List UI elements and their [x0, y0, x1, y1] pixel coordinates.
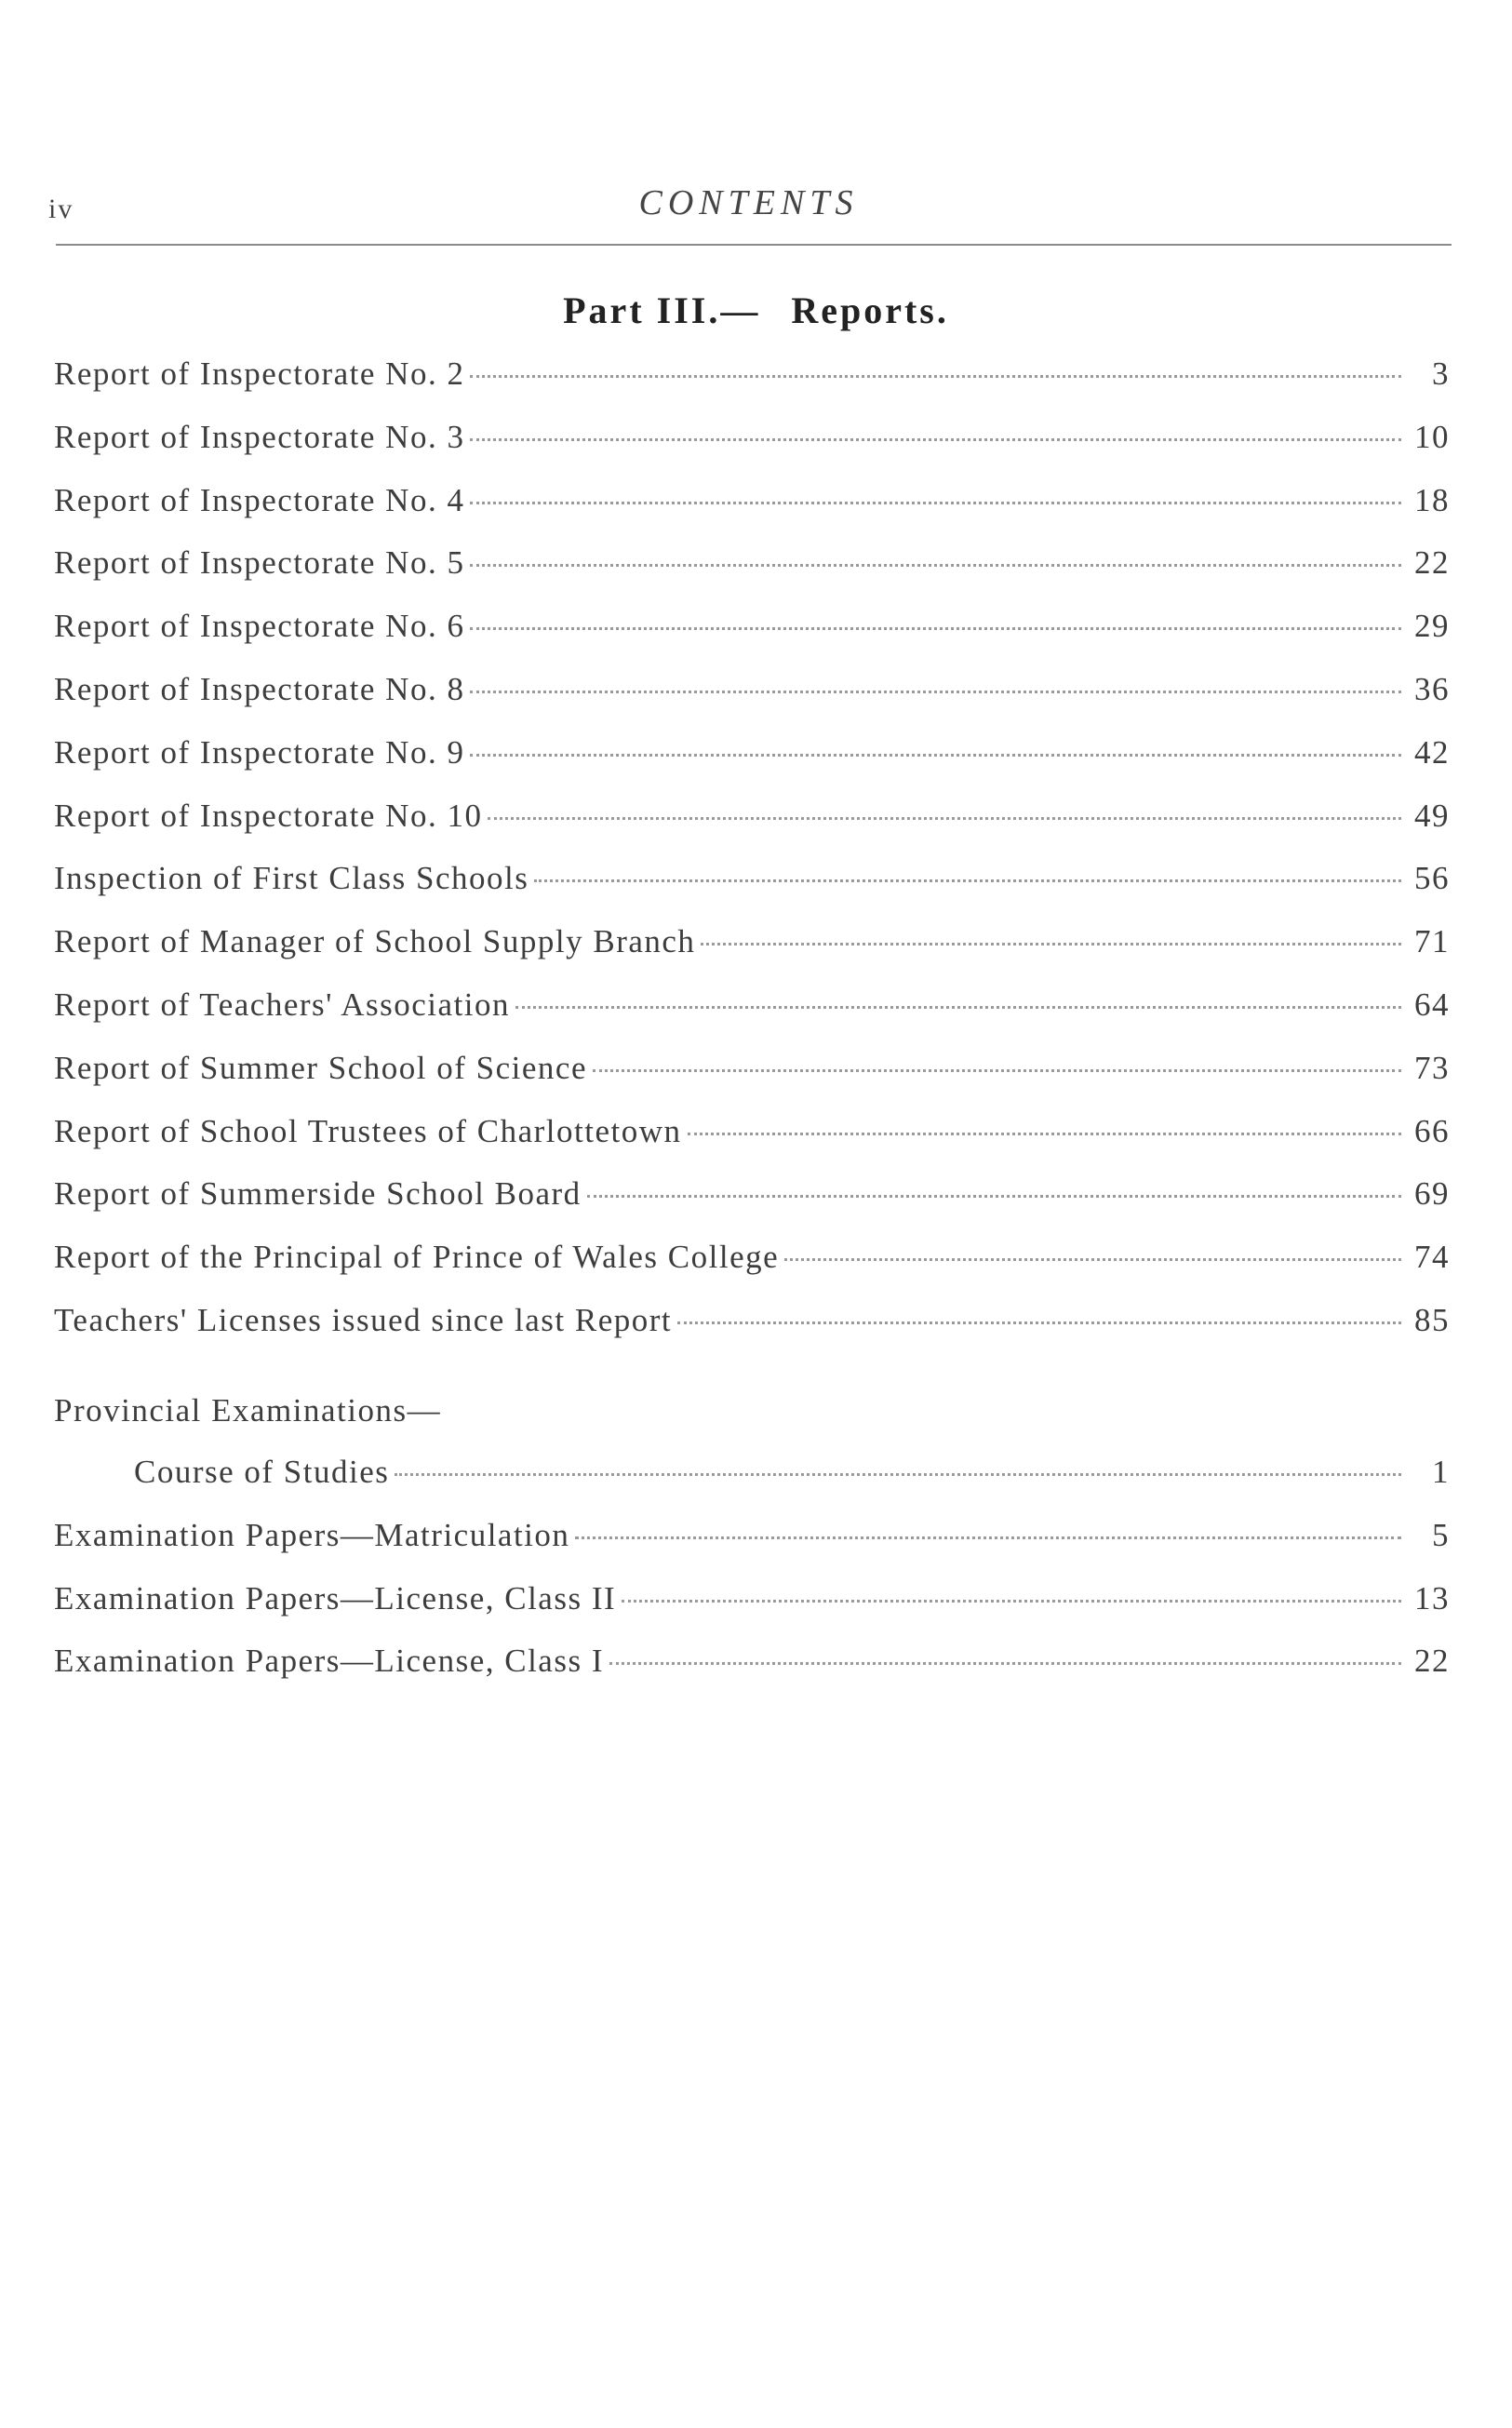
dot-leader	[395, 1473, 1401, 1476]
toc-entry-page: 66	[1414, 1112, 1450, 1149]
provincial-examinations-heading: Provincial Examinations—	[54, 1392, 442, 1429]
toc-entry-title: Report of Inspectorate No. 8	[54, 670, 465, 707]
toc-entry[interactable]	[54, 1239, 1450, 1302]
dot-leader	[622, 1600, 1401, 1603]
dot-leader	[470, 627, 1401, 630]
toc-entry-title: Examination Papers—License, Class I	[54, 1643, 604, 1680]
toc-entry[interactable]	[54, 860, 1450, 923]
dot-leader	[701, 943, 1401, 946]
toc-entry[interactable]	[54, 1580, 1450, 1643]
toc-entry-page: 49	[1414, 797, 1450, 834]
dot-leader	[593, 1069, 1401, 1072]
dot-leader	[515, 1006, 1401, 1009]
dot-leader	[587, 1195, 1401, 1198]
toc-entry-title: Report of Inspectorate No. 3	[54, 418, 465, 455]
dot-leader	[784, 1258, 1401, 1261]
running-head	[48, 182, 1449, 238]
toc-entry-page: 18	[1414, 481, 1450, 518]
toc-entry[interactable]	[54, 1517, 1450, 1580]
toc-entry[interactable]	[54, 671, 1450, 734]
toc-entry-page: 10	[1414, 418, 1450, 455]
page-number: iv	[48, 194, 74, 224]
toc-entry-page: 74	[1414, 1239, 1450, 1276]
dot-leader	[470, 691, 1401, 693]
toc-entry-page: 56	[1414, 860, 1450, 897]
toc-entry-page: 13	[1414, 1579, 1450, 1616]
toc-entry-title: Report of School Trustees of Charlottetown	[54, 1112, 682, 1149]
toc-entry-page: 42	[1414, 733, 1450, 771]
toc-entry-title: Examination Papers—Matriculation	[54, 1516, 570, 1553]
toc-entry[interactable]	[54, 1050, 1450, 1113]
reports-toc	[54, 355, 1450, 1365]
dot-leader	[470, 438, 1401, 441]
toc-entry-page: 3	[1432, 355, 1450, 392]
toc-entry-page: 5	[1432, 1516, 1450, 1553]
dot-leader	[470, 754, 1401, 757]
toc-entry-title: Report of Inspectorate No. 2	[54, 355, 465, 392]
dot-leader	[688, 1133, 1402, 1135]
toc-entry-page: 73	[1414, 1049, 1450, 1086]
toc-entry-title: Inspection of First Class Schools	[54, 860, 529, 897]
part-label: Part III.—	[563, 289, 761, 331]
dot-leader	[575, 1536, 1401, 1539]
toc-entry-page: 85	[1414, 1301, 1450, 1338]
toc-entry-page: 22	[1414, 544, 1450, 582]
toc-entry-title: Course of Studies	[134, 1454, 390, 1490]
toc-entry[interactable]	[54, 734, 1450, 798]
toc-entry-title: Report of Summerside School Board	[54, 1175, 582, 1213]
toc-entry-title: Report of Teachers' Association	[54, 986, 511, 1023]
dot-leader	[488, 817, 1401, 820]
toc-entry-title: Report of the Principal of Prince of Wales College	[54, 1239, 780, 1276]
toc-entry[interactable]	[54, 1175, 1450, 1239]
toc-entry-title: Report of Manager of School Supply Branch	[54, 923, 696, 960]
toc-entry[interactable]	[54, 482, 1450, 545]
toc-entry[interactable]	[54, 544, 1450, 608]
part-title: Reports.	[791, 289, 949, 331]
toc-entry-title: Teachers' Licenses issued since last Report	[54, 1301, 673, 1338]
toc-entry-page: 1	[1432, 1454, 1450, 1490]
toc-entry[interactable]	[54, 419, 1450, 482]
dot-leader	[534, 879, 1401, 882]
toc-entry-page: 29	[1414, 608, 1450, 645]
toc-entry[interactable]	[54, 923, 1450, 986]
toc-entry[interactable]	[54, 986, 1450, 1050]
toc-entry[interactable]	[54, 355, 1450, 419]
provincial-toc	[54, 1454, 1450, 1706]
dot-leader	[609, 1662, 1401, 1665]
running-title: CONTENTS	[638, 183, 859, 222]
part-heading	[0, 288, 1512, 332]
toc-entry-title: Report of Inspectorate No. 10	[54, 797, 483, 834]
toc-entry-title: Report of Inspectorate No. 4	[54, 481, 465, 518]
toc-entry-page: 64	[1414, 986, 1450, 1023]
dot-leader	[470, 502, 1401, 504]
toc-entry-title: Report of Summer School of Science	[54, 1049, 587, 1086]
dot-leader	[470, 375, 1401, 378]
toc-entry-title: Examination Papers—License, Class II	[54, 1579, 617, 1616]
toc-entry-title: Report of Inspectorate No. 9	[54, 733, 465, 771]
toc-entry[interactable]	[54, 1454, 1450, 1517]
toc-entry-page: 69	[1414, 1175, 1450, 1213]
toc-entry-page: 22	[1414, 1643, 1450, 1680]
toc-entry[interactable]	[54, 1113, 1450, 1176]
toc-entry[interactable]	[54, 798, 1450, 861]
header-rule	[56, 244, 1452, 246]
toc-entry[interactable]	[54, 608, 1450, 671]
toc-entry[interactable]	[54, 1643, 1450, 1706]
toc-entry[interactable]	[54, 1302, 1450, 1365]
dot-leader	[470, 564, 1401, 567]
toc-entry-title: Report of Inspectorate No. 6	[54, 608, 465, 645]
dot-leader	[677, 1321, 1401, 1324]
toc-entry-page: 36	[1414, 670, 1450, 707]
toc-entry-page: 71	[1414, 923, 1450, 960]
toc-entry-title: Report of Inspectorate No. 5	[54, 544, 465, 582]
